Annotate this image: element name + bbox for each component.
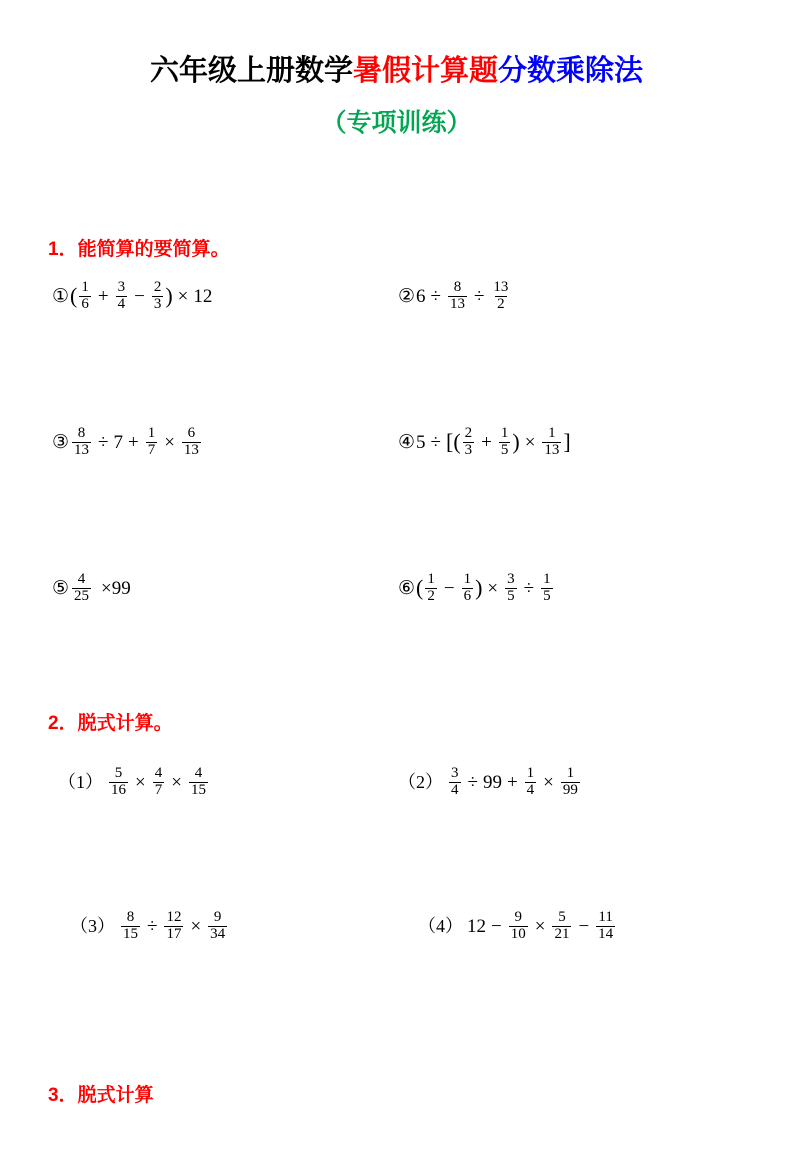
- numerator: 6: [187, 425, 196, 441]
- numerator: 5: [558, 909, 566, 925]
- operator-times: ×: [543, 771, 554, 793]
- fraction-1-4: [525, 766, 537, 799]
- operator-plus: +: [97, 285, 109, 307]
- problem-8: [398, 766, 582, 799]
- operator-minus: −: [491, 915, 502, 937]
- lparen: (: [416, 575, 424, 601]
- numerator: 12: [166, 909, 182, 925]
- fraction-4-7: [153, 766, 165, 799]
- problem-7: [58, 766, 210, 799]
- numerator: 3: [117, 279, 126, 295]
- denominator: 14: [598, 925, 614, 942]
- fraction-1-13: [542, 426, 561, 459]
- fraction-13-2: [491, 280, 510, 313]
- denominator: 4: [451, 781, 459, 798]
- fraction-5-16: [109, 766, 128, 799]
- numerator: 11: [598, 909, 613, 925]
- operator-plus: +: [506, 771, 518, 793]
- fraction-9-34: [208, 910, 227, 943]
- denominator: 2: [497, 295, 505, 312]
- denominator: 4: [117, 295, 126, 312]
- operator-divide: ÷: [473, 285, 485, 307]
- fraction-8-13: [448, 280, 467, 313]
- section-heading-1: 1．能简算的要简算。: [48, 239, 230, 260]
- rparen: ): [475, 575, 483, 601]
- operator-times: ×: [534, 915, 546, 937]
- operator-minus: −: [578, 915, 590, 937]
- denominator: 15: [190, 781, 206, 798]
- lparen: (: [453, 429, 461, 455]
- operator-divide: ÷: [147, 915, 158, 937]
- number-12: 12: [193, 285, 213, 307]
- denominator: 7: [147, 441, 156, 458]
- denominator: 15: [123, 925, 138, 942]
- fraction-5-21: [552, 910, 571, 943]
- operator-divide: ÷: [430, 431, 441, 453]
- denominator: 4: [526, 781, 535, 798]
- fraction-1-99: [561, 766, 580, 799]
- number-7: 7: [113, 431, 123, 453]
- numerator: 4: [194, 765, 203, 781]
- fraction-11-14: [596, 910, 615, 943]
- denominator: 7: [154, 781, 163, 798]
- numerator: 1: [81, 279, 89, 295]
- numerator: 5: [114, 765, 123, 781]
- numerator: 1: [543, 571, 551, 587]
- problem-6: [398, 572, 555, 605]
- number-99: 99: [482, 771, 502, 793]
- denominator: 10: [510, 925, 526, 942]
- denominator: 5: [500, 441, 509, 458]
- number-5: 5: [416, 431, 426, 453]
- operator-plus: +: [127, 431, 139, 453]
- denominator: 16: [111, 781, 126, 798]
- numerator: 1: [427, 571, 435, 587]
- operator-divide: ÷: [430, 285, 441, 307]
- numerator: 4: [77, 571, 86, 587]
- fraction-2-3: [152, 280, 164, 313]
- numerator: 3: [451, 765, 459, 781]
- numerator: 1: [548, 425, 556, 441]
- section-heading-2: 2．脱式计算。: [48, 713, 173, 734]
- denominator: 6: [463, 587, 472, 604]
- denominator: 34: [210, 925, 226, 942]
- problem-1-marker: ①: [52, 285, 70, 307]
- operator-plus: +: [481, 431, 492, 453]
- numerator: 9: [213, 909, 222, 925]
- fraction-8-15: [121, 910, 140, 943]
- number-12: 12: [467, 915, 486, 937]
- operator-times: ×: [524, 431, 536, 453]
- fraction-3-4: [116, 280, 128, 313]
- numerator: 1: [463, 571, 472, 587]
- problem-5-marker: ⑤: [52, 577, 70, 599]
- numerator: 13: [493, 279, 509, 295]
- fraction-3-4: [449, 766, 461, 799]
- numerator: 8: [126, 909, 135, 925]
- times-99: ×99: [101, 577, 131, 599]
- problem-7-marker: （1）: [58, 772, 103, 793]
- fraction-3-5: [505, 572, 517, 605]
- denominator: 25: [74, 587, 90, 604]
- problem-9: [70, 910, 229, 943]
- denominator: 6: [81, 295, 89, 312]
- operator-times: ×: [487, 577, 499, 599]
- page-subtitle: （专项训练）: [321, 110, 472, 137]
- section-heading-3: 3．脱式计算: [48, 1085, 154, 1106]
- fraction-12-17: [164, 910, 183, 943]
- operator-times: ×: [190, 915, 202, 937]
- denominator: 17: [166, 925, 182, 942]
- operator-divide: ÷: [98, 431, 109, 453]
- problem-2-marker: ②: [398, 285, 416, 307]
- denominator: 5: [543, 587, 551, 604]
- fraction-1-7: [146, 426, 158, 459]
- lparen: (: [70, 283, 78, 309]
- worksheet-page: [0, 48, 793, 1170]
- fraction-1-6: [79, 280, 91, 313]
- denominator: 13: [449, 295, 465, 312]
- fraction-1-6: [462, 572, 474, 605]
- operator-times: ×: [171, 771, 182, 793]
- numerator: 9: [514, 909, 522, 925]
- number-6: 6: [416, 285, 426, 307]
- denominator: 2: [427, 587, 435, 604]
- problem-10-marker: （4）: [418, 916, 463, 937]
- operator-times: ×: [164, 431, 175, 453]
- numerator: 1: [526, 765, 535, 781]
- denominator: 21: [554, 925, 570, 942]
- title-part-topic: 分数乘除法: [498, 55, 644, 87]
- fraction-1-2: [425, 572, 437, 605]
- operator-minus: −: [134, 285, 145, 307]
- numerator: 1: [566, 765, 575, 781]
- operator-times: ×: [177, 285, 189, 307]
- fraction-1-5: [499, 426, 511, 459]
- problem-5: [52, 572, 131, 605]
- fraction-4-15: [189, 766, 208, 799]
- title-part-grade: 六年级上册数学: [149, 55, 353, 87]
- numerator: 8: [453, 279, 462, 295]
- problem-1: [52, 280, 212, 313]
- denominator: 99: [562, 781, 578, 798]
- denominator: 5: [507, 587, 515, 604]
- fraction-9-10: [509, 910, 528, 943]
- numerator: 4: [154, 765, 163, 781]
- numerator: 3: [507, 571, 515, 587]
- fraction-8-13: [72, 426, 91, 459]
- rbracket: ]: [563, 429, 571, 455]
- problem-4-marker: ④: [398, 431, 416, 453]
- fraction-4-25: [72, 572, 91, 605]
- numerator: 1: [147, 425, 156, 441]
- denominator: 3: [464, 441, 473, 458]
- fraction-6-13: [182, 426, 201, 459]
- rparen: ): [165, 283, 173, 309]
- problem-2: [398, 280, 512, 313]
- fraction-1-5: [541, 572, 553, 605]
- fraction-2-3: [463, 426, 475, 459]
- lbracket: [: [445, 429, 454, 455]
- denominator: 3: [153, 295, 162, 312]
- problem-3: [52, 426, 203, 459]
- numerator: 8: [77, 425, 86, 441]
- problem-3-marker: ③: [52, 431, 70, 453]
- denominator: 13: [74, 441, 90, 458]
- title-part-summer: 暑假计算题: [352, 55, 498, 87]
- page-title: [48, 48, 745, 89]
- operator-divide: ÷: [467, 771, 478, 793]
- operator-times: ×: [135, 771, 146, 793]
- numerator: 1: [500, 425, 509, 441]
- numerator: 2: [464, 425, 473, 441]
- denominator: 13: [544, 441, 560, 458]
- numerator: 2: [153, 279, 162, 295]
- operator-minus: −: [443, 577, 455, 599]
- rparen: ): [512, 429, 520, 455]
- denominator: 13: [183, 441, 199, 458]
- operator-divide: ÷: [523, 577, 535, 599]
- problem-4: [398, 426, 571, 459]
- problem-10: [418, 910, 617, 943]
- problem-9-marker: （3）: [70, 916, 115, 937]
- problem-8-marker: （2）: [398, 772, 443, 793]
- problem-6-marker: ⑥: [398, 577, 416, 599]
